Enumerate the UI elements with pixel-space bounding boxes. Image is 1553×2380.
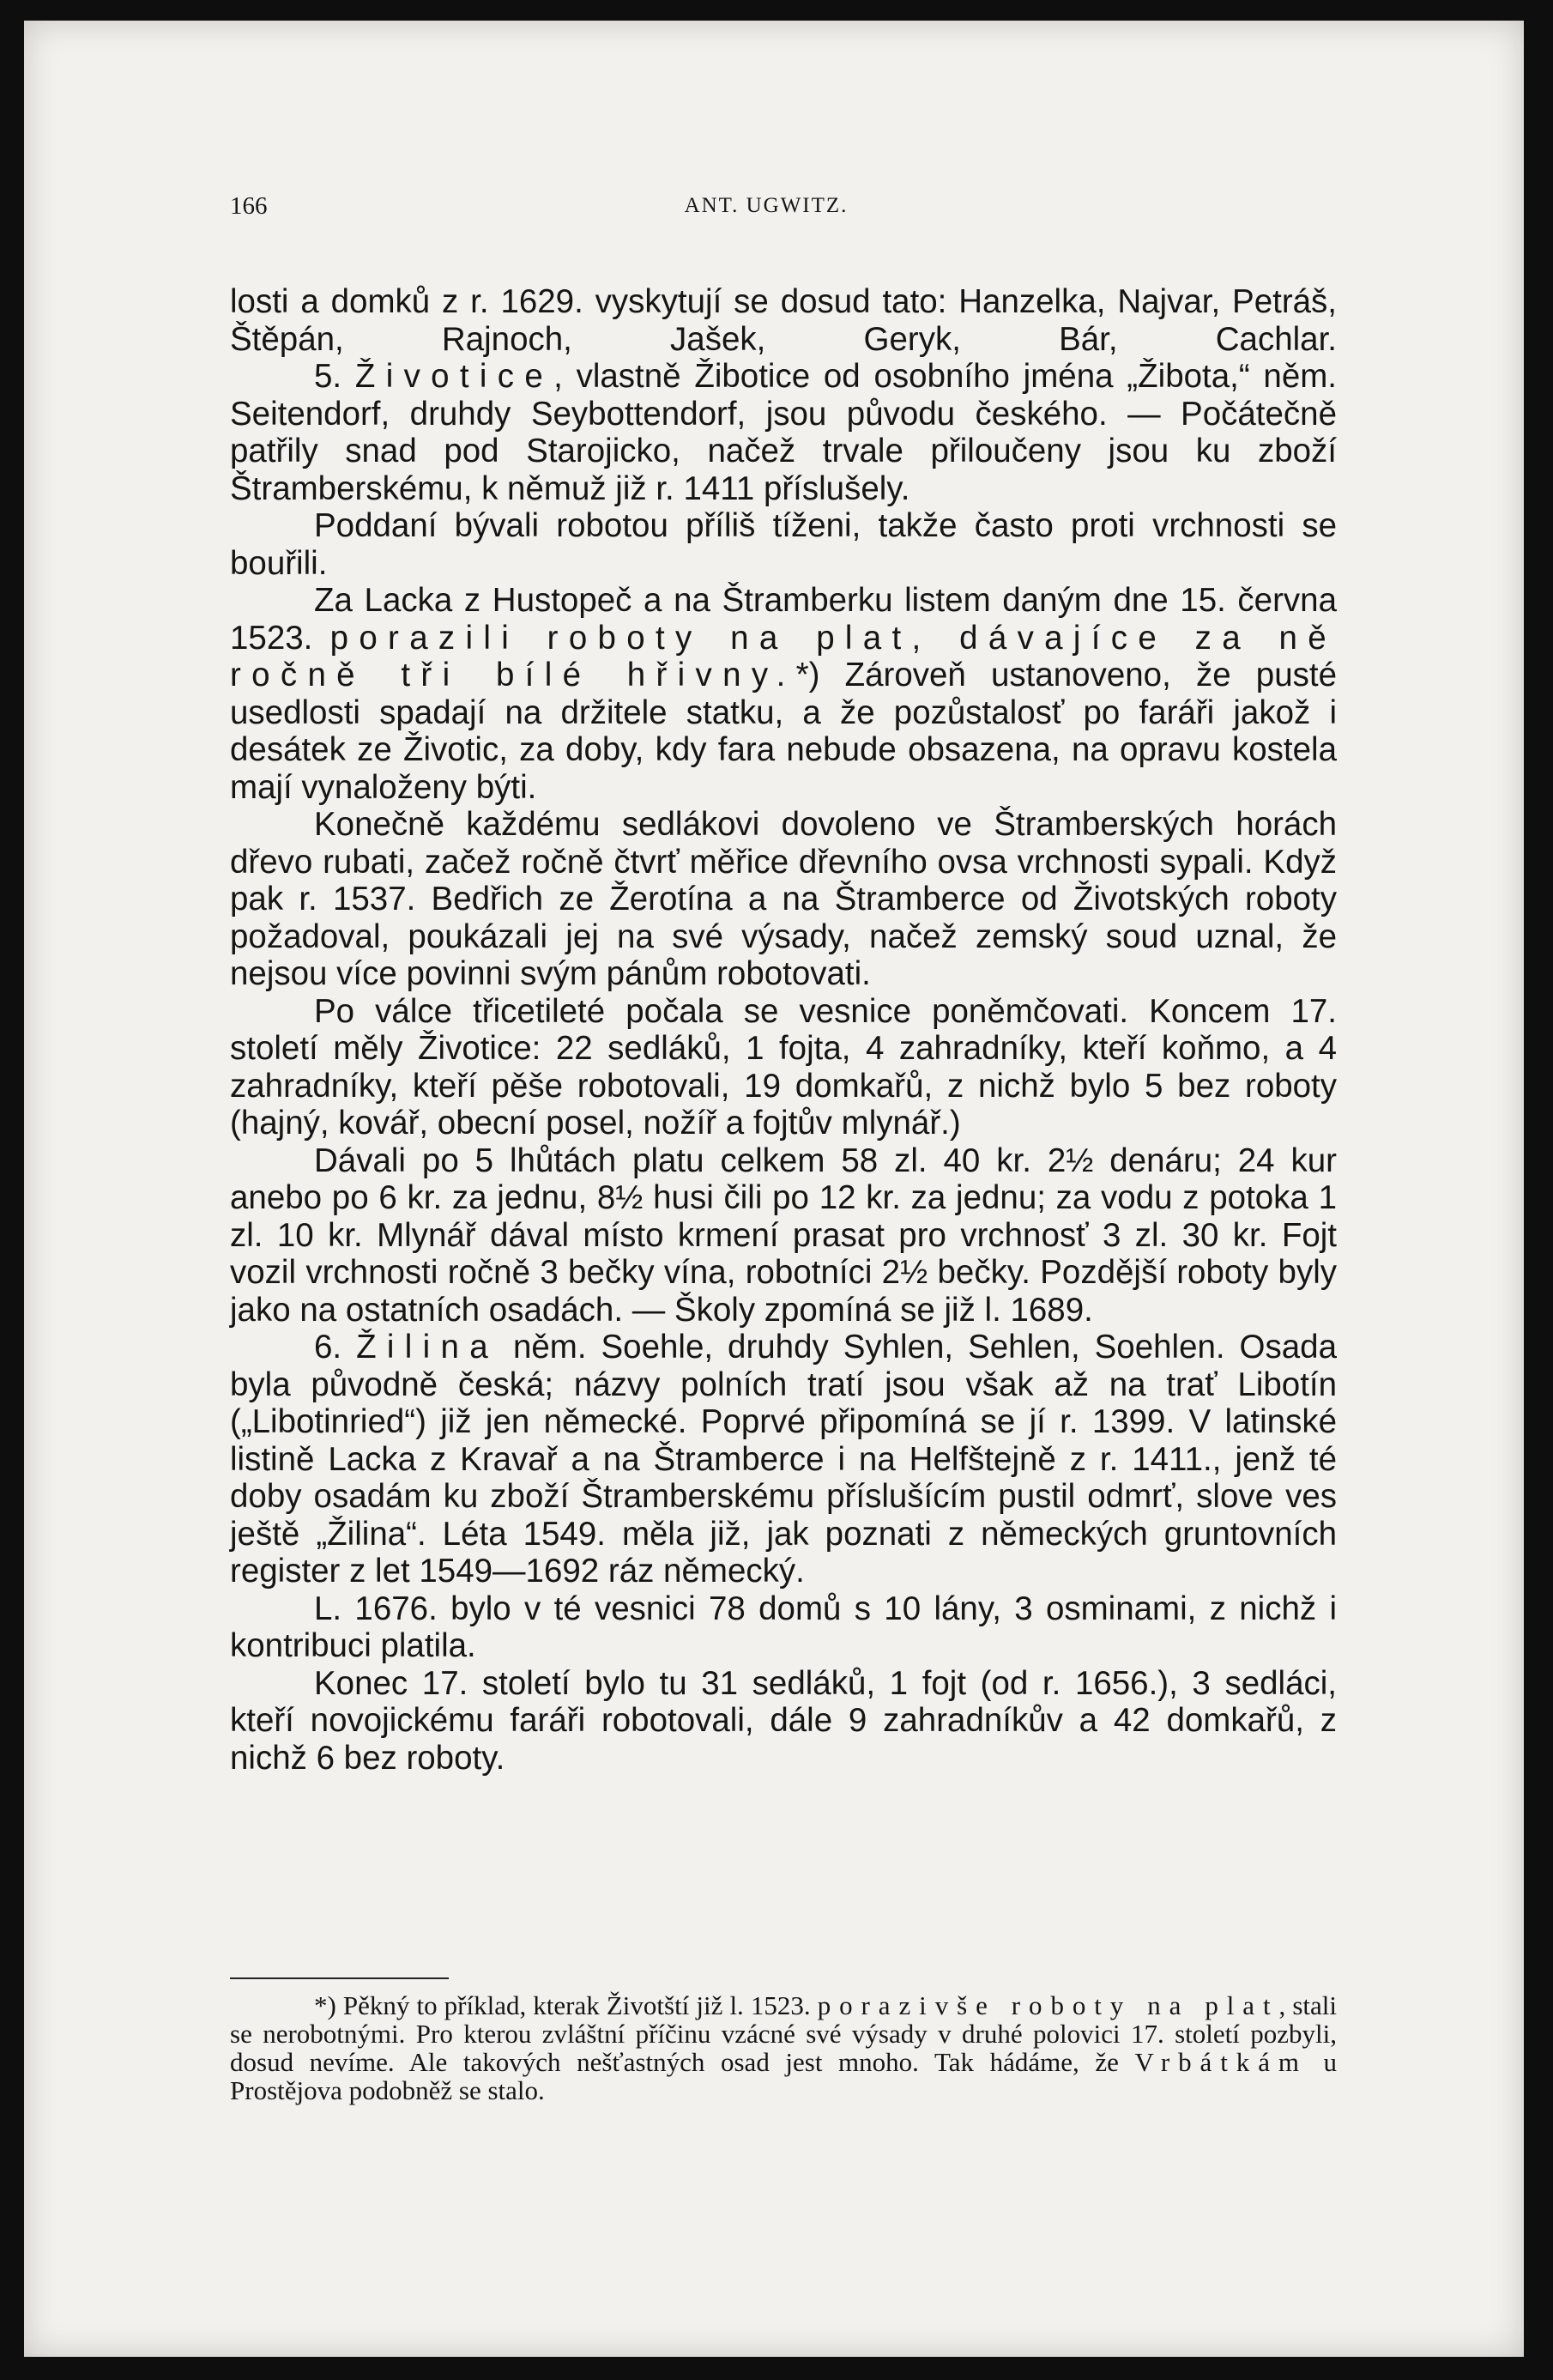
paragraph-0 — [230, 283, 1337, 358]
footnote-text-a: *) Pěkný to příklad, kterak Životští již l. 1523. — [314, 1990, 818, 2020]
paragraph-9-text: Konec 17. století bylo tu 31 sedláků, 1 fojt (od r. 1656.), 3 sedláci, kteří novojickému faráři robotovali, dále 9 zahradníkův a 42 domkařů, z nichž 6 bez roboty. — [230, 1664, 1337, 1777]
paragraph-1-text: , vlastně Žibotice od osobního jména „Žibota,“ něm. Seitendorf, druhdy Seybottendorf, jsou původu českého. — Počátečně patřily snad pod Starojicko, načež trvale přiloučeny jsou ku zboží Štramberskému, k němuž již r. 1411 příslušely. — [230, 358, 1337, 507]
paragraph-5-zivotice — [230, 358, 1337, 507]
footnote-text-c: u Prostějova podobněž se stalo. — [230, 2047, 1338, 2105]
paragraph-7-text: něm. Soehle, druhdy Syhlen, Sehlen, Soehlen. Osada byla původně česká; názvy polních tratí jsou však až na trať Libotín („Libotinried“) již jen německé. Poprvé připomíná se jí r. 1399. V latinské listině Lacka z Kravař a na Štramberce i na Helfštejně z r. 1411., jenž té doby osadám ku zboží Štramberskému příslušícím pustil odmrť, slove ves ještě „Žilina“. Léta 1549. měla již, jak poznati z německých gruntovních register z let 1549—1692 ráz německý. — [230, 1329, 1337, 1590]
scanned-page — [24, 21, 1524, 2357]
paragraph-konec — [230, 1665, 1337, 1777]
paragraph-5-text: Po válce třicetileté počala se vesnice poněmčovati. Koncem 17. století měly Životice: 22 sedláků, 1 fojta, 4 zahradníky, kteří koňmo, a 4 zahradníky, kteří pěše robotovali, 19 domkařů, z nichž bylo 5 bez roboty (hajný, kovář, obecní posel, nožíř a fojtův mlynář.) — [230, 992, 1337, 1142]
paragraph-8-text: L. 1676. bylo v té vesnici 78 domů s 10 lány, 3 osminami, z nichž i kontribuci platila. — [230, 1590, 1337, 1664]
place-name-zivotice: Životice — [354, 358, 554, 395]
place-name-zilina: Žilina — [356, 1329, 499, 1366]
paragraph-konecne — [230, 806, 1337, 993]
main-text — [230, 283, 1337, 1777]
paragraph-3-emphasis: porazili roboty na plat, dávajíce za ně ročně tři bílé hřivny. — [230, 619, 1337, 693]
running-head — [230, 192, 1302, 227]
running-head-author: ANT. UGWITZ. — [684, 194, 849, 217]
footnote-divider — [230, 1977, 449, 1979]
paragraph-1676 — [230, 1590, 1337, 1665]
paragraph-po-valce — [230, 993, 1337, 1142]
footnote-text-b: , stali se nerobotnými. Pro kterou zvláštní příčinu vzácné své výsady v druhé polovici 17. století pozbyli, dosud nevíme. Ale takových nešťastných osad jest mnoho. Tak hádáme, že — [230, 1990, 1337, 2077]
paragraph-2-text: Poddaní bývali robotou příliš tíženi, takže často proti vrchnosti se bouřili. — [230, 507, 1337, 582]
footnote-paragraph — [230, 1991, 1337, 2104]
paragraph-0-text: losti a domků z r. 1629. vyskytují se dosud tato: Hanzelka, Najvar, Petráš, Štěpán, Rajnoch, Jašek, Geryk, Bár, Cachlar. — [230, 283, 1337, 358]
paragraph-poddani — [230, 507, 1337, 582]
footnote-emphasis-1: porazivše roboty na plat — [817, 1990, 1279, 2020]
footnote-emphasis-2: Vrbátkám — [1134, 2047, 1308, 2077]
page-number: 166 — [230, 192, 268, 220]
footnote — [230, 1991, 1337, 2104]
paragraph-7-number: 6. — [314, 1329, 357, 1366]
paragraph-1-number: 5. — [314, 358, 355, 395]
paragraph-davali — [230, 1142, 1337, 1329]
paragraph-4-text: Konečně každému sedlákovi dovoleno ve Štramberských horách dřevo rubati, začež ročně čtvrť měřice dřevního ovsa vrchnosti sypali. Když pak r. 1537. Bedřich ze Žerotína a na Štramberce od Životských roboty požadoval, poukázali jej na své výsady, načež zemský soud uznal, že nejsou více povinni svým pánům robotovati. — [230, 806, 1337, 992]
paragraph-3-text-b: *) Zároveň ustanoveno, že pusté usedlosti spadají na držitele statku, a že pozůstalosť po faráři jakož i desátek ze Životic, za doby, kdy fara nebude obsazena, na opravu kostela mají vynaloženy býti. — [230, 657, 1337, 806]
paragraph-6-zilina — [230, 1329, 1337, 1590]
paragraph-6-text: Dávali po 5 lhůtách platu celkem 58 zl. 40 kr. 2½ denáru; 24 kur anebo po 6 kr. za jednu, 8½ husi čili po 12 kr. za jednu; za vodu z potoka 1 zl. 10 kr. Mlynář dával místo krmení prasat pro vrchnosť 3 zl. 30 kr. Fojt vozil vrchnosti ročně 3 bečky vína, robotníci 2½ bečky. Pozdější roboty byly jako na ostatních osadách. — Školy zpomíná se již l. 1689. — [230, 1142, 1337, 1329]
paragraph-lacka — [230, 582, 1337, 806]
paragraph-3-text-a: Za Lacka z Hustopeč a na Štramberku listem daným dne 15. června 1523. — [230, 582, 1337, 657]
